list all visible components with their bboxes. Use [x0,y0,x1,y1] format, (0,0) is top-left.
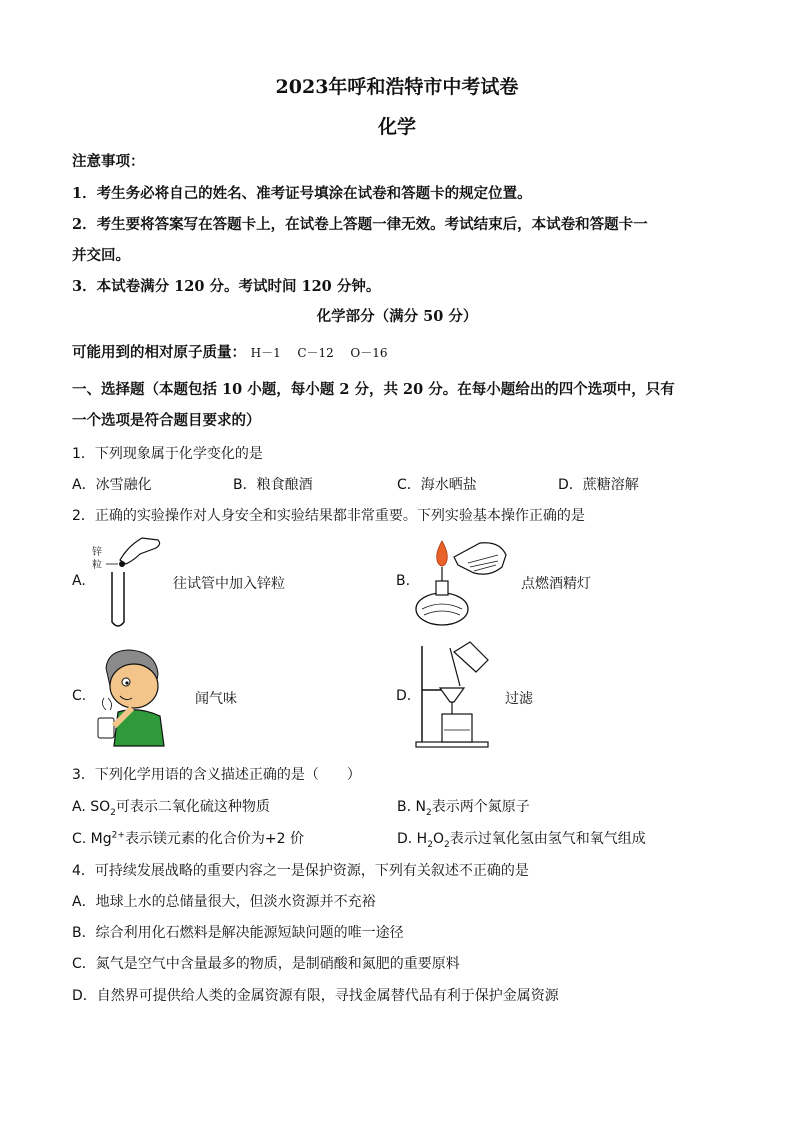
question-2-stem: 2．正确的实验操作对人身安全和实验结果都非常重要。下列实验基本操作正确的是 [72,508,585,524]
part1-heading-1: 一、选择题（本题包括 10 小题，每小题 2 分，共 20 分。在每小题给出的四个选项中，只有 [72,381,675,398]
part1-heading-2: 一个选项是符合题目要求的） [72,412,261,429]
q1-option-a: A．冰雪融化 [72,477,152,493]
mass-o: O－16 [350,346,388,360]
zinc-label-bottom: 粒 [92,560,102,571]
q1-option-c: C．海水晒盐 [397,477,477,493]
q4-option-c: C．氮气是空气中含量最多的物质，是制硝酸和氮肥的重要原料 [72,956,460,972]
q2-option-b-letter: B. [396,573,411,589]
q3-option-b: B. $N_2$表示两个氮原子 [397,799,530,818]
stand-base-icon [416,742,488,747]
q2-option-d-letter: D. [396,688,412,704]
flame-icon [437,541,448,566]
filtration-figure [414,640,494,750]
funnel-icon [440,688,464,702]
hand-icon [120,538,160,564]
q3-option-c: C. $Mg^{2+}$表示镁元素的化合价为+2 价 [72,830,305,847]
notice-heading: 注意事项： [72,153,145,170]
q2-option-c-letter: C. [72,688,87,704]
section-title: 化学部分（满分 50 分） [316,308,478,325]
q2-option-a-text: 往试管中加入锌粒 [173,576,285,592]
notice-item-3: 3．本试卷满分 120 分。考试时间 120 分钟。 [72,278,381,295]
pouring-beaker-icon [454,642,488,672]
zinc-granule-icon [119,561,125,567]
question-3-stem: 3．下列化学用语的含义描述正确的是（ ） [72,767,361,783]
q1-option-d: D．蔗糖溶解 [558,477,639,493]
test-tube-icon [112,572,124,626]
lamp-body-icon [416,593,468,625]
exam-title: 2023年呼和浩特市中考试卷 [275,76,519,98]
q2-option-d-text: 过滤 [505,691,533,707]
atomic-mass-label: 可能用到的相对原子质量： [72,344,246,361]
beaker-icon [442,714,472,742]
subject-title: 化学 [377,116,416,138]
q1-option-b: B．粮食酿酒 [233,477,313,493]
mass-c: C－12 [297,346,334,360]
q3-option-a: A. $SO_2$可表示二氧化硫这种物质 [72,799,270,818]
q4-option-d: D．自然界可提供给人类的金属资源有限，寻找金属替代品有利于保护金属资源 [72,988,559,1004]
smelling-person-figure [90,646,170,746]
q2-option-a-letter: A. [72,573,86,589]
face-icon [110,664,158,708]
alcohol-lamp-figure [410,537,510,629]
question-1-stem: 1．下列现象属于化学变化的是 [72,446,263,462]
bottle-icon [98,718,114,738]
q3-option-d: D. $H_2O_2$表示过氧化氢由氢气和氧气组成 [397,831,646,850]
notice-item-2-cont: 并交回。 [72,247,130,264]
q4-option-a: A．地球上水的总储量很大，但淡水资源并不充裕 [72,894,376,910]
q4-option-b: B．综合利用化石燃料是解决能源短缺问题的唯一途径 [72,925,404,941]
notice-item-1: 1．考生务必将自己的姓名、准考证号填涂在试卷和答题卡的规定位置。 [72,185,532,202]
notice-item-2: 2．考生要将答案写在答题卡上，在试卷上答题一律无效。考试结束后，本试卷和答题卡一 [72,216,648,233]
q2-option-b-text: 点燃酒精灯 [521,576,591,592]
q2-option-c-text: 闻气味 [195,691,237,707]
zinc-label-top: 锌 [92,547,102,558]
question-4-stem: 4．可持续发展战略的重要内容之一是保护资源，下列有关叙述不正确的是 [72,863,529,879]
mass-h: H－1 [250,346,281,360]
test-tube-zinc-figure [100,530,166,630]
atomic-mass-line [72,341,388,362]
